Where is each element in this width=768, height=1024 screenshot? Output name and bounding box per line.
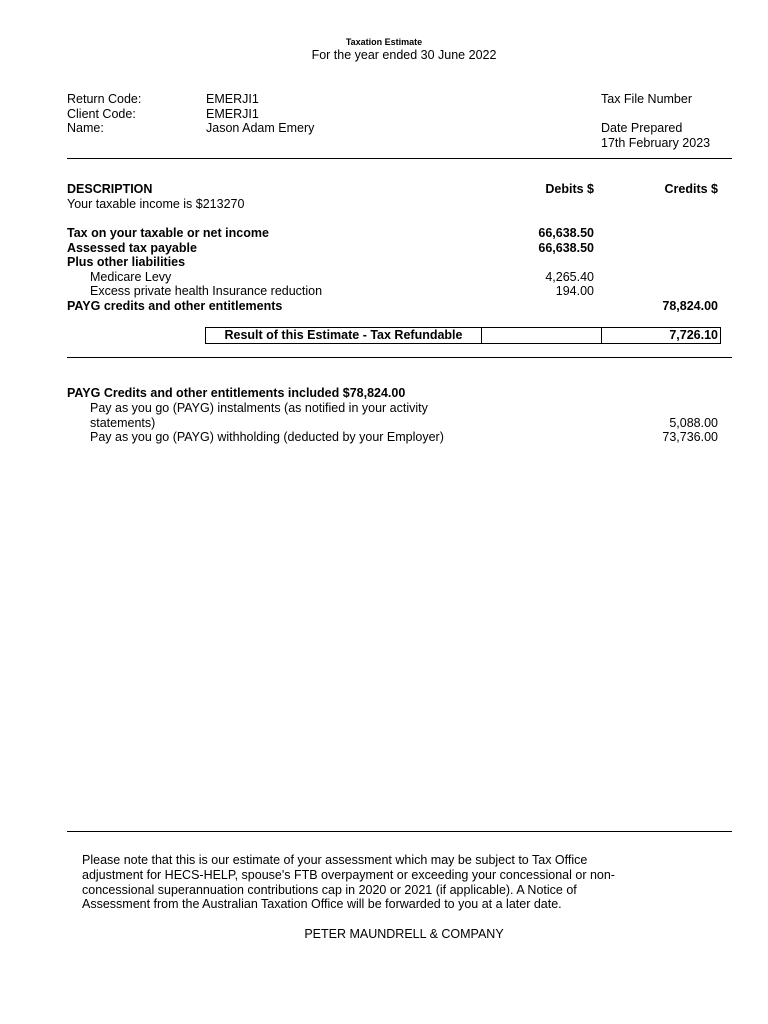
payg-withholding-value: 73,736.00 [662,430,718,444]
company-name: PETER MAUNDRELL & COMPANY [304,927,504,941]
medicare-levy-debit: 4,265.40 [545,269,594,284]
document-subtitle: For the year ended 30 June 2022 [311,48,497,62]
date-prepared-value: 17th February 2023 [601,135,711,150]
payg-credits-label: PAYG credits and other entitlements [67,298,283,313]
result-label: Result of this Estimate - Tax Refundable [206,328,482,343]
payg-instalments-line1: Pay as you go (PAYG) instalments (as notified in your activity [90,401,428,415]
excess-phi-label: Excess private health Insurance reduction [90,284,323,298]
tax-on-income-debit: 66,638.50 [538,226,594,240]
taxable-income-text: Your taxable income is $213270 [67,196,245,211]
payg-instalments-line2: statements) [90,415,156,430]
result-divider [67,357,732,358]
result-value: 7,726.10 [669,328,718,342]
return-code-value: EMERJI1 [206,92,259,106]
payg-withholding-label: Pay as you go (PAYG) withholding (deducted by your Employer) [90,430,444,444]
excess-phi-debit: 194.00 [555,284,594,298]
result-blank-cell [482,328,602,343]
name-label: Name: [67,121,104,135]
return-code-label: Return Code: [67,92,142,106]
footer-divider [67,831,732,832]
description-heading: DESCRIPTION [67,182,153,196]
document-title: Taxation Estimate [345,37,423,47]
payg-instalments-value: 5,088.00 [669,415,718,430]
client-code-value: EMERJI1 [206,106,259,121]
assessed-tax-label: Assessed tax payable [67,240,197,255]
credits-heading: Credits $ [664,182,718,196]
result-box [205,327,721,344]
payg-credits-credit: 78,824.00 [662,298,718,313]
medicare-levy-label: Medicare Levy [90,269,172,284]
assessed-tax-debit: 66,638.50 [538,240,594,255]
footer-note: Please note that this is our estimate of your assessment which may be subject to Tax Office adjustment for HECS-HELP, spouse's FTB overpayment or exceeding your concessional or non-concessional superannuation contributions cap in 2020 or 2021 (if applicable). A Notice of Assessment from the Australian Taxation Office will be forwarded to you at a later date. [82,853,615,912]
client-name: Jason Adam Emery [206,121,315,135]
plus-other-liabilities-label: Plus other liabilities [67,255,186,269]
payg-section-heading: PAYG Credits and other entitlements included $78,824.00 [67,386,406,400]
date-prepared-label: Date Prepared [601,121,683,135]
debits-heading: Debits $ [545,182,594,196]
tax-file-number-label: Tax File Number [601,92,692,106]
header-divider [67,158,732,159]
client-code-label: Client Code: [67,106,136,121]
tax-on-income-label: Tax on your taxable or net income [67,226,269,240]
